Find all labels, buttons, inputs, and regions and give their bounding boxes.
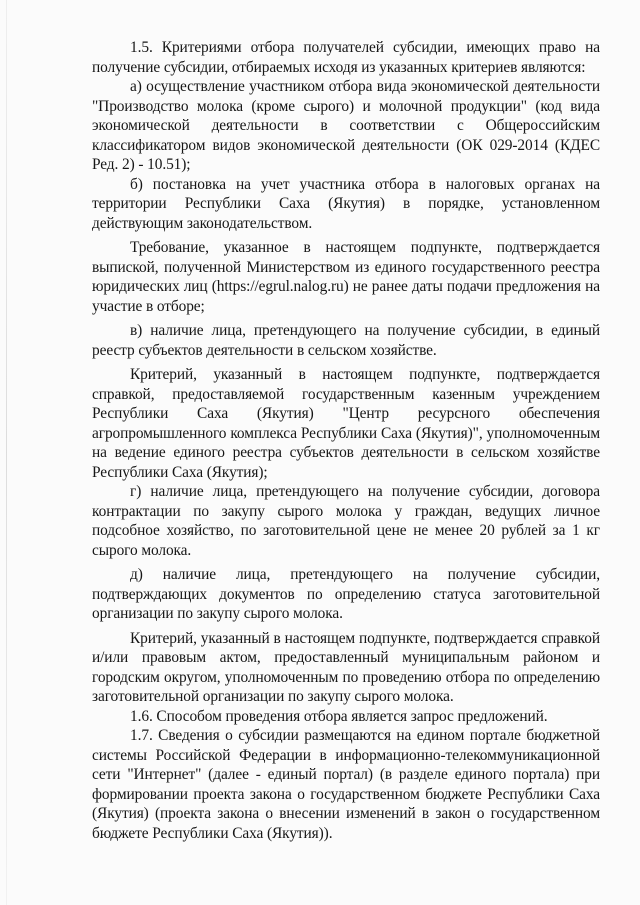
paragraph-confirmation-d: Критерий, указанный в настоящем подпункте, подтверждается справкой и/или правовым актом, предоставленный муниципальным районом и городским округом, уполномоченным по проведению отбора по определению заготовительной организации по закупу сырого молока.: [92, 629, 600, 705]
scan-edge-shadow: [6, 0, 7, 905]
paragraph-criterion-v: в) наличие лица, претендующего на получение субсидии, в единый реестр субъектов деятельности в сельском хозяйстве.: [92, 322, 600, 359]
paragraph-criterion-a: а) осуществление участником отбора вида экономической деятельности "Производство молока (кроме сырого) и молочной продукции" (код вида экономической деятельности в соответствии с Общероссийским классификатором видов экономической деятельности (ОК 029-2014 (КДЕС Ред. 2) - 10.51);: [92, 78, 600, 173]
paragraph-criterion-b: б) постановка на учет участника отбора в налоговых органах на территории Республики Саха (Якутия) в порядке, установленном действующим законодательством.: [92, 175, 600, 232]
paragraph-1-7-portal: 1.7. Сведения о субсидии размещаются на едином портале бюджетной системы Российской Федерации в информационно-телекоммуникационной сети "Интернет" (далее - единый портал) (в разделе единого портала) при формировании проекта закона о государственном бюджете Республики Саха (Якутия) (проекта закона о внесении изменений в закон о государственном бюджете Республики Саха (Якутия)).: [92, 727, 600, 842]
paragraph-criterion-d: д) наличие лица, претендующего на получение субсидии, подтверждающих документов по определению статуса заготовительной организации по закупу сырого молока.: [92, 566, 600, 622]
document-body: [92, 38, 600, 843]
paragraph-criterion-g: г) наличие лица, претендующего на получение субсидии, договора контрактации по закупу сырого молока у граждан, ведущих личное подсобное хозяйство, по заготовительной цене не менее 20 рублей за 1 кг сырого молока.: [92, 483, 600, 559]
paragraph-1-5-criteria: 1.5. Критериями отбора получателей субсидии, имеющих право на получение субсидии, отбираемых исходя из указанных критериев являются:: [92, 39, 600, 76]
paragraph-requirement-b: Требование, указанное в настоящем подпункте, подтверждается выпиской, полученной Министерством из единого государственного реестра юридических лиц (https://egrul.nalog.ru) не ранее даты подачи предложения на участие в отборе;: [92, 239, 600, 315]
paragraph-confirmation-v: Критерий, указанный в настоящем подпункте, подтверждается справкой, предоставляемой государственным казенным учреждением Республики Саха (Якутия) "Центр ресурсного обеспечения агропромышленного комплекса Республики Саха (Якутия)", уполномоченным на ведение единого реестра субъектов деятельности в сельском хозяйстве Республики Саха (Якутия);: [92, 366, 600, 481]
paragraph-1-6-method: 1.6. Способом проведения отбора является запрос предложений.: [130, 707, 548, 725]
